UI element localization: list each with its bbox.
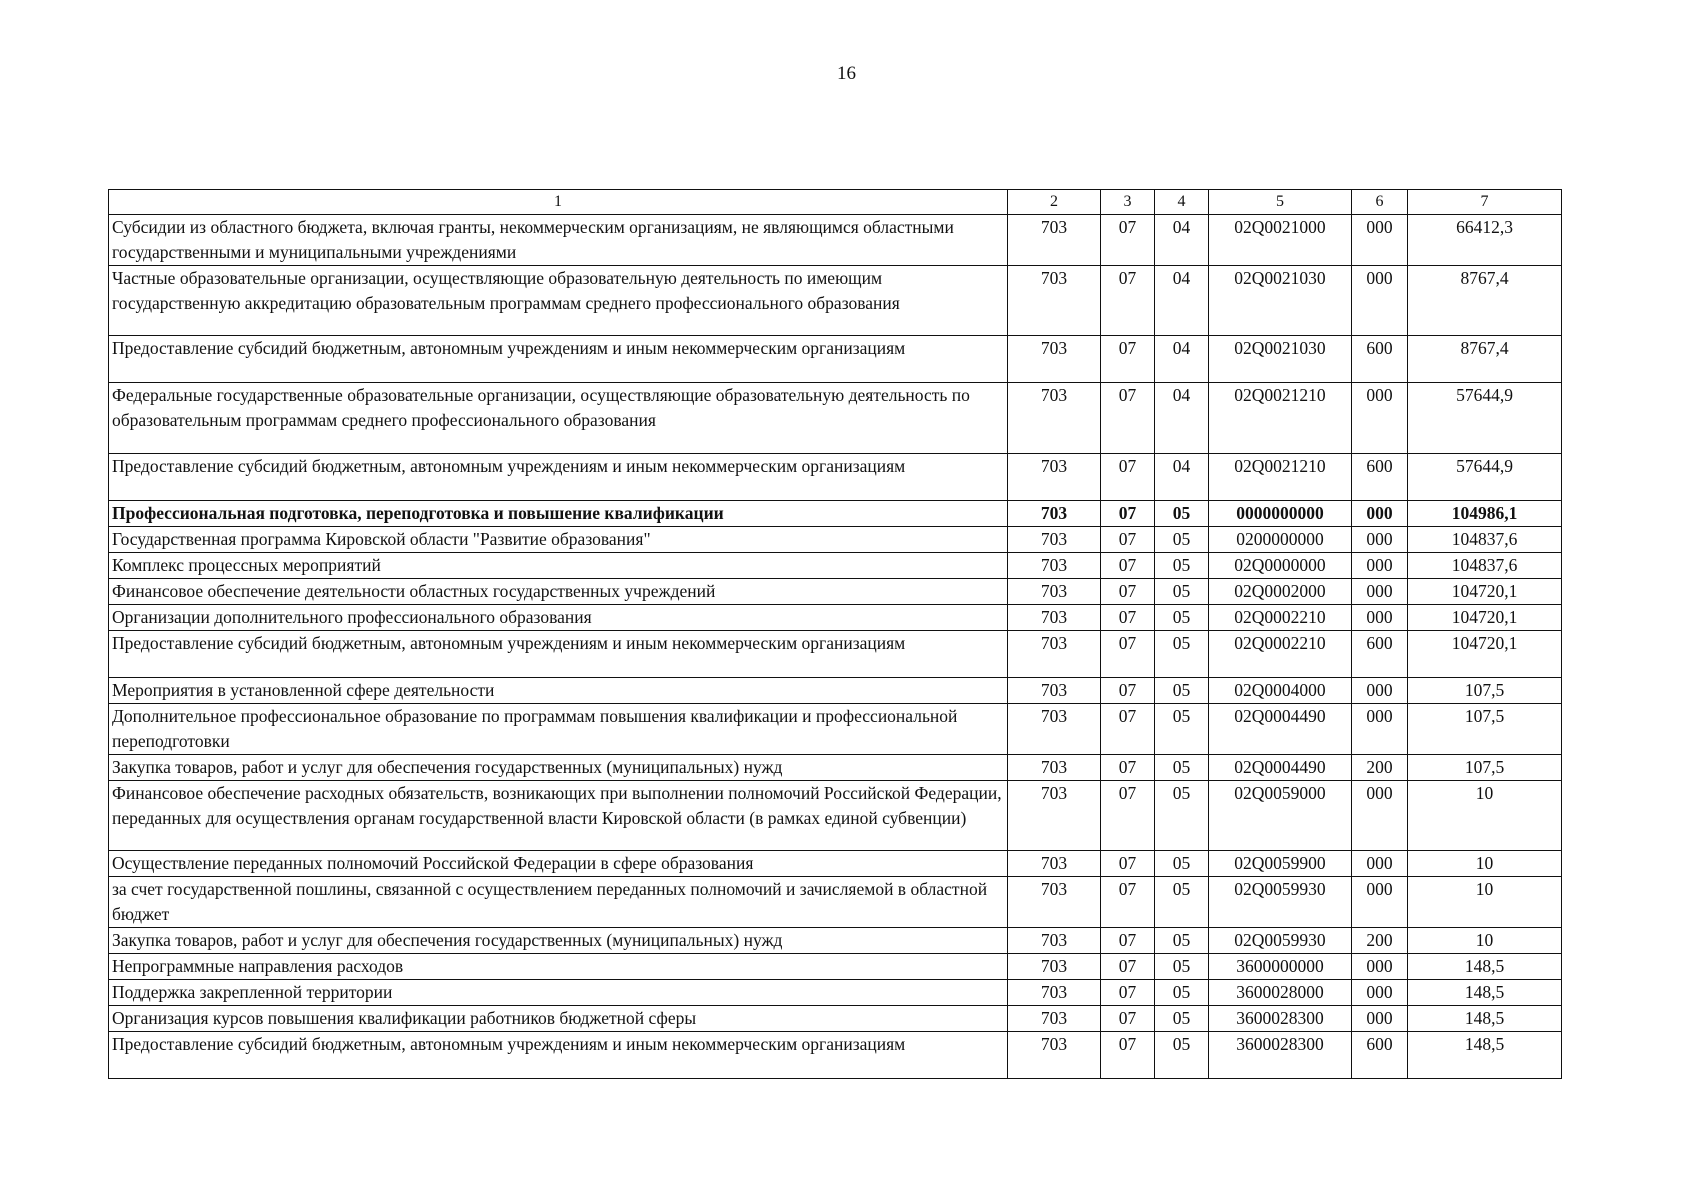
expense-type-code: 000: [1352, 383, 1408, 454]
table-row: [109, 454, 1562, 501]
department-code: 703: [1008, 605, 1101, 631]
row-description: за счет государственной пошлины, связанной с осуществлением переданных полномочий и зачисляемой в областной бюджет: [109, 877, 1008, 928]
row-description: Комплекс процессных мероприятий: [109, 553, 1008, 579]
target-article-code: 02Q0004490: [1209, 704, 1352, 755]
department-code: 703: [1008, 980, 1101, 1006]
department-code: 703: [1008, 928, 1101, 954]
row-description: Осуществление переданных полномочий Российской Федерации в сфере образования: [109, 851, 1008, 877]
amount-value: 148,5: [1408, 980, 1562, 1006]
table-row: [109, 954, 1562, 980]
expense-type-code: 200: [1352, 755, 1408, 781]
amount-value: 104837,6: [1408, 553, 1562, 579]
target-article-code: 02Q0059930: [1209, 928, 1352, 954]
section-code: 07: [1101, 1032, 1155, 1079]
table-row: [109, 266, 1562, 336]
subsection-code: 05: [1155, 678, 1209, 704]
expense-type-code: 200: [1352, 928, 1408, 954]
subsection-code: 05: [1155, 1032, 1209, 1079]
amount-value: 107,5: [1408, 704, 1562, 755]
department-code: 703: [1008, 527, 1101, 553]
amount-value: 104837,6: [1408, 527, 1562, 553]
target-article-code: 02Q0000000: [1209, 553, 1352, 579]
subsection-code: 05: [1155, 605, 1209, 631]
department-code: 703: [1008, 553, 1101, 579]
row-description: Профессиональная подготовка, переподготовка и повышение квалификации: [109, 501, 1008, 527]
department-code: 703: [1008, 579, 1101, 605]
target-article-code: 3600028300: [1209, 1006, 1352, 1032]
subsection-code: 05: [1155, 631, 1209, 678]
amount-value: 107,5: [1408, 755, 1562, 781]
subsection-code: 05: [1155, 755, 1209, 781]
table-row: [109, 755, 1562, 781]
department-code: 703: [1008, 954, 1101, 980]
section-code: 07: [1101, 877, 1155, 928]
department-code: 703: [1008, 215, 1101, 266]
table-row: [109, 1006, 1562, 1032]
section-code: 07: [1101, 755, 1155, 781]
section-code: 07: [1101, 704, 1155, 755]
amount-value: 148,5: [1408, 1032, 1562, 1079]
target-article-code: 02Q0004490: [1209, 755, 1352, 781]
expense-type-code: 600: [1352, 336, 1408, 383]
subsection-code: 05: [1155, 877, 1209, 928]
subsection-code: 05: [1155, 1006, 1209, 1032]
amount-value: 10: [1408, 877, 1562, 928]
row-description: Частные образовательные организации, осуществляющие образовательную деятельность по имеющим государственную аккредитацию образовательным программам среднего профессионального образования: [109, 266, 1008, 336]
table-row: [109, 877, 1562, 928]
column-header: 6: [1352, 190, 1408, 215]
column-header: 3: [1101, 190, 1155, 215]
row-description: Субсидии из областного бюджета, включая гранты, некоммерческим организациям, не являющимся областными государственными и муниципальными учреждениями: [109, 215, 1008, 266]
amount-value: 104986,1: [1408, 501, 1562, 527]
expense-type-code: 000: [1352, 781, 1408, 851]
row-description: Предоставление субсидий бюджетным, автономным учреждениям и иным некоммерческим организациям: [109, 1032, 1008, 1079]
department-code: 703: [1008, 678, 1101, 704]
section-code: 07: [1101, 954, 1155, 980]
row-description: Организации дополнительного профессионального образования: [109, 605, 1008, 631]
target-article-code: 02Q0021210: [1209, 383, 1352, 454]
target-article-code: 0200000000: [1209, 527, 1352, 553]
department-code: 703: [1008, 704, 1101, 755]
subsection-code: 04: [1155, 266, 1209, 336]
row-description: Дополнительное профессиональное образование по программам повышения квалификации и профессиональной переподготовки: [109, 704, 1008, 755]
subsection-code: 04: [1155, 383, 1209, 454]
amount-value: 10: [1408, 851, 1562, 877]
expense-type-code: 000: [1352, 954, 1408, 980]
expense-type-code: 000: [1352, 527, 1408, 553]
table-row: [109, 336, 1562, 383]
amount-value: 104720,1: [1408, 605, 1562, 631]
row-description: Предоставление субсидий бюджетным, автономным учреждениям и иным некоммерческим организациям: [109, 454, 1008, 501]
target-article-code: 0000000000: [1209, 501, 1352, 527]
expense-type-code: 000: [1352, 678, 1408, 704]
row-description: Организация курсов повышения квалификации работников бюджетной сферы: [109, 1006, 1008, 1032]
target-article-code: 02Q0002210: [1209, 631, 1352, 678]
section-code: 07: [1101, 553, 1155, 579]
table-body: [109, 215, 1562, 1079]
row-description: Федеральные государственные образовательные организации, осуществляющие образовательную деятельность по образовательным программам среднего профессионального образования: [109, 383, 1008, 454]
section-code: 07: [1101, 781, 1155, 851]
expense-type-code: 600: [1352, 631, 1408, 678]
table-row: [109, 605, 1562, 631]
expense-type-code: 000: [1352, 553, 1408, 579]
expense-type-code: 000: [1352, 980, 1408, 1006]
section-code: 07: [1101, 501, 1155, 527]
target-article-code: 3600000000: [1209, 954, 1352, 980]
target-article-code: 02Q0002210: [1209, 605, 1352, 631]
section-code: 07: [1101, 980, 1155, 1006]
department-code: 703: [1008, 851, 1101, 877]
amount-value: 8767,4: [1408, 336, 1562, 383]
department-code: 703: [1008, 266, 1101, 336]
subsection-code: 04: [1155, 215, 1209, 266]
target-article-code: 02Q0059900: [1209, 851, 1352, 877]
table-row: [109, 383, 1562, 454]
column-header: 5: [1209, 190, 1352, 215]
target-article-code: 02Q0059930: [1209, 877, 1352, 928]
column-header: 7: [1408, 190, 1562, 215]
department-code: 703: [1008, 336, 1101, 383]
target-article-code: 02Q0059000: [1209, 781, 1352, 851]
table-row: [109, 215, 1562, 266]
section-code: 07: [1101, 928, 1155, 954]
section-code: 07: [1101, 678, 1155, 704]
row-description: Предоставление субсидий бюджетным, автономным учреждениям и иным некоммерческим организациям: [109, 336, 1008, 383]
subsection-code: 05: [1155, 980, 1209, 1006]
expense-type-code: 000: [1352, 579, 1408, 605]
department-code: 703: [1008, 755, 1101, 781]
amount-value: 66412,3: [1408, 215, 1562, 266]
amount-value: 10: [1408, 928, 1562, 954]
target-article-code: 02Q0021030: [1209, 336, 1352, 383]
subsection-code: 05: [1155, 553, 1209, 579]
target-article-code: 3600028300: [1209, 1032, 1352, 1079]
amount-value: 148,5: [1408, 1006, 1562, 1032]
table-row: [109, 980, 1562, 1006]
section-code: 07: [1101, 579, 1155, 605]
subsection-code: 05: [1155, 781, 1209, 851]
subsection-code: 05: [1155, 954, 1209, 980]
amount-value: 10: [1408, 781, 1562, 851]
expense-type-code: 000: [1352, 605, 1408, 631]
table-row: [109, 527, 1562, 553]
subsection-code: 05: [1155, 501, 1209, 527]
table-row: [109, 928, 1562, 954]
amount-value: 104720,1: [1408, 631, 1562, 678]
section-code: 07: [1101, 631, 1155, 678]
table-row: [109, 1032, 1562, 1079]
row-description: Предоставление субсидий бюджетным, автономным учреждениям и иным некоммерческим организациям: [109, 631, 1008, 678]
department-code: 703: [1008, 1032, 1101, 1079]
target-article-code: 3600028000: [1209, 980, 1352, 1006]
section-code: 07: [1101, 266, 1155, 336]
row-description: Закупка товаров, работ и услуг для обеспечения государственных (муниципальных) нужд: [109, 755, 1008, 781]
expense-type-code: 000: [1352, 501, 1408, 527]
expense-type-code: 600: [1352, 1032, 1408, 1079]
department-code: 703: [1008, 501, 1101, 527]
expense-type-code: 000: [1352, 704, 1408, 755]
section-code: 07: [1101, 605, 1155, 631]
table-row: [109, 631, 1562, 678]
section-code: 07: [1101, 851, 1155, 877]
amount-value: 57644,9: [1408, 383, 1562, 454]
table-row: [109, 501, 1562, 527]
amount-value: 8767,4: [1408, 266, 1562, 336]
target-article-code: 02Q0004000: [1209, 678, 1352, 704]
amount-value: 104720,1: [1408, 579, 1562, 605]
row-description: Мероприятия в установленной сфере деятельности: [109, 678, 1008, 704]
target-article-code: 02Q0002000: [1209, 579, 1352, 605]
row-description: Финансовое обеспечение расходных обязательств, возникающих при выполнении полномочий Российской Федерации, переданных для осуществления органам государственной власти Кировской области (в рамках единой субвенции): [109, 781, 1008, 851]
department-code: 703: [1008, 383, 1101, 454]
expense-type-code: 000: [1352, 215, 1408, 266]
department-code: 703: [1008, 454, 1101, 501]
section-code: 07: [1101, 527, 1155, 553]
budget-table: [108, 189, 1562, 1079]
subsection-code: 04: [1155, 336, 1209, 383]
section-code: 07: [1101, 1006, 1155, 1032]
amount-value: 57644,9: [1408, 454, 1562, 501]
subsection-code: 05: [1155, 928, 1209, 954]
subsection-code: 05: [1155, 527, 1209, 553]
target-article-code: 02Q0021210: [1209, 454, 1352, 501]
row-description: Закупка товаров, работ и услуг для обеспечения государственных (муниципальных) нужд: [109, 928, 1008, 954]
subsection-code: 05: [1155, 851, 1209, 877]
section-code: 07: [1101, 383, 1155, 454]
table-row: [109, 553, 1562, 579]
expense-type-code: 000: [1352, 1006, 1408, 1032]
target-article-code: 02Q0021000: [1209, 215, 1352, 266]
subsection-code: 05: [1155, 579, 1209, 605]
row-description: Поддержка закрепленной территории: [109, 980, 1008, 1006]
table-row: [109, 579, 1562, 605]
table-row: [109, 704, 1562, 755]
row-description: Государственная программа Кировской области "Развитие образования": [109, 527, 1008, 553]
expense-type-code: 600: [1352, 454, 1408, 501]
row-description: Финансовое обеспечение деятельности областных государственных учреждений: [109, 579, 1008, 605]
section-code: 07: [1101, 215, 1155, 266]
amount-value: 107,5: [1408, 678, 1562, 704]
table-header-row: [109, 190, 1562, 215]
subsection-code: 05: [1155, 704, 1209, 755]
department-code: 703: [1008, 1006, 1101, 1032]
section-code: 07: [1101, 336, 1155, 383]
table-row: [109, 851, 1562, 877]
column-header: 4: [1155, 190, 1209, 215]
column-header: 2: [1008, 190, 1101, 215]
department-code: 703: [1008, 877, 1101, 928]
table-row: [109, 678, 1562, 704]
department-code: 703: [1008, 631, 1101, 678]
page-number: 16: [837, 63, 856, 84]
amount-value: 148,5: [1408, 954, 1562, 980]
column-header: 1: [109, 190, 1008, 215]
subsection-code: 04: [1155, 454, 1209, 501]
expense-type-code: 000: [1352, 266, 1408, 336]
section-code: 07: [1101, 454, 1155, 501]
expense-type-code: 000: [1352, 851, 1408, 877]
expense-type-code: 000: [1352, 877, 1408, 928]
row-description: Непрограммные направления расходов: [109, 954, 1008, 980]
target-article-code: 02Q0021030: [1209, 266, 1352, 336]
department-code: 703: [1008, 781, 1101, 851]
table-row: [109, 781, 1562, 851]
